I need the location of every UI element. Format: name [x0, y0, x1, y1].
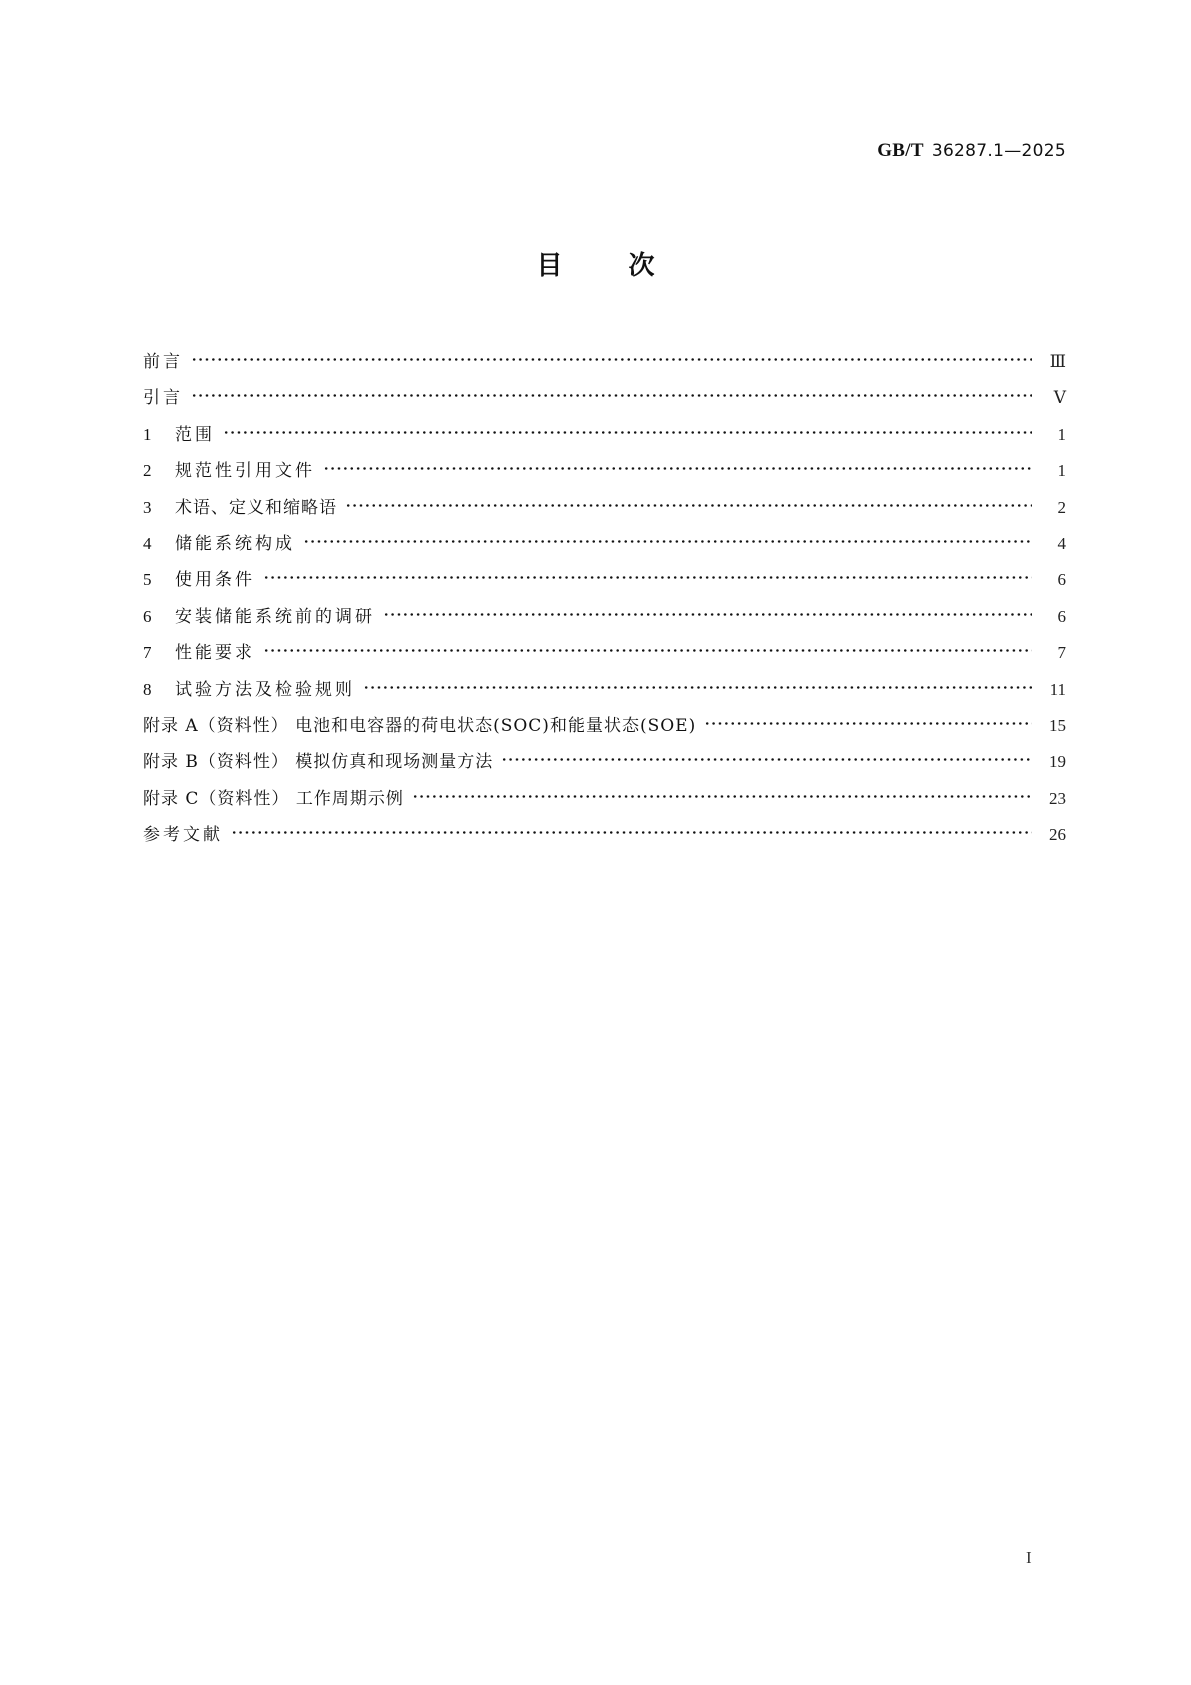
- standard-prefix: GB/T: [877, 140, 924, 161]
- dot-leader: [361, 671, 1036, 695]
- toc-entry-label: 性能要求: [175, 643, 255, 664]
- toc-entry-number: 2: [143, 461, 152, 481]
- toc-entry-section-8[interactable]: [143, 671, 1066, 707]
- page-title: [0, 245, 1191, 282]
- toc-entry-number: 1: [143, 424, 152, 444]
- dot-leader: [229, 816, 1036, 840]
- toc-entry-page: 26: [1049, 825, 1066, 845]
- toc-entry-number: 3: [143, 497, 152, 517]
- toc-entry-label: 试验方法及检验规则: [175, 679, 355, 700]
- toc-entry-label: 使用条件: [175, 570, 255, 591]
- toc-entry-page: 23: [1049, 788, 1066, 808]
- toc-entry-label: 附录 B（资料性） 模拟仿真和现场测量方法: [143, 752, 494, 773]
- dot-leader: [343, 489, 1036, 513]
- toc-entry-page: 1: [1057, 461, 1066, 481]
- dot-leader: [221, 416, 1036, 440]
- toc-entry-label: 储能系统构成: [175, 533, 295, 554]
- toc-entry-introduction[interactable]: [143, 379, 1066, 415]
- toc-entry-annex-a[interactable]: [143, 707, 1066, 743]
- toc-entry-number: 7: [143, 643, 152, 663]
- toc-entry-section-6[interactable]: [143, 598, 1066, 634]
- dot-leader: [261, 634, 1036, 658]
- toc-entry-section-1[interactable]: [143, 416, 1066, 452]
- toc-entry-label: 范围: [175, 424, 215, 445]
- dot-leader: [321, 452, 1036, 476]
- toc-entry-number: 8: [143, 679, 152, 699]
- toc-entry-label: 规范性引用文件: [175, 461, 315, 482]
- dot-leader: [189, 379, 1036, 403]
- toc-entry-page: 2: [1057, 497, 1066, 517]
- toc-entry-label: 引言: [143, 388, 183, 409]
- standard-code: [877, 140, 1066, 162]
- toc-entry-page: 4: [1057, 533, 1066, 553]
- dot-leader: [702, 707, 1036, 731]
- toc-entry-label: 术语、定义和缩略语: [175, 497, 337, 518]
- toc-entry-section-2[interactable]: [143, 452, 1066, 488]
- toc-entry-page: 15: [1049, 715, 1066, 735]
- toc-entry-page: 6: [1057, 606, 1066, 626]
- toc-entry-number: 5: [143, 570, 152, 590]
- toc-entry-page: Ⅲ: [1049, 352, 1066, 371]
- toc-entry-page: 7: [1057, 643, 1066, 663]
- title-char-2: 次: [628, 251, 655, 281]
- toc-entry-foreword[interactable]: [143, 343, 1066, 379]
- page-number: I: [1026, 1548, 1032, 1567]
- toc-entry-page: 6: [1057, 570, 1066, 590]
- table-of-contents: [143, 343, 1066, 852]
- toc-entry-annex-b[interactable]: [143, 743, 1066, 779]
- toc-entry-label: 安装储能系统前的调研: [175, 606, 375, 627]
- toc-entry-section-5[interactable]: [143, 561, 1066, 597]
- toc-entry-bibliography[interactable]: [143, 816, 1066, 852]
- toc-entry-number: 6: [143, 606, 152, 626]
- dot-leader: [261, 561, 1036, 585]
- toc-entry-number: 4: [143, 533, 152, 553]
- standard-number: 36287.1—2025: [931, 141, 1066, 161]
- toc-entry-page: 1: [1057, 424, 1066, 444]
- toc-entry-section-3[interactable]: [143, 489, 1066, 525]
- dot-leader: [301, 525, 1036, 549]
- toc-entry-page: 11: [1049, 679, 1066, 699]
- toc-entry-section-7[interactable]: [143, 634, 1066, 670]
- toc-entry-page: Ⅴ: [1053, 388, 1066, 408]
- toc-entry-page: 19: [1049, 752, 1066, 772]
- dot-leader: [410, 780, 1036, 804]
- toc-entry-label: 前言: [143, 352, 183, 372]
- title-char-1: 目: [536, 251, 563, 281]
- toc-entry-label: 附录 A（资料性） 电池和电容器的荷电状态(SOC)和能量状态(SOE): [143, 715, 697, 736]
- toc-entry-annex-c[interactable]: [143, 780, 1066, 816]
- toc-entry-label: 附录 C（资料性） 工作周期示例: [143, 788, 404, 809]
- dot-leader: [381, 598, 1036, 622]
- dot-leader: [499, 743, 1036, 767]
- toc-entry-label: 参考文献: [143, 825, 223, 846]
- dot-leader: [189, 343, 1036, 367]
- toc-entry-section-4[interactable]: [143, 525, 1066, 561]
